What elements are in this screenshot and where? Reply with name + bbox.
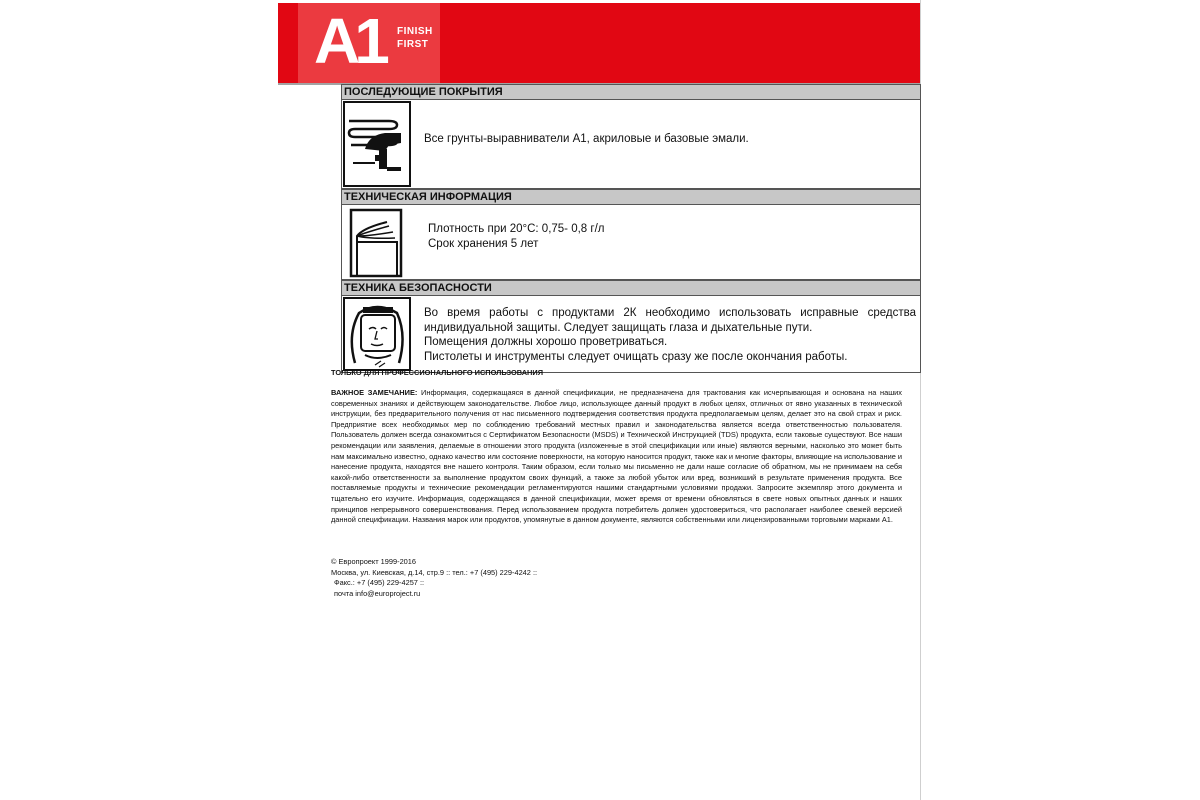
- address-line: Москва, ул. Киевская, д.14, стр.9 :: тел.: +7 (495) 229-4242 ::: [331, 567, 538, 577]
- face-shield-icon: [343, 297, 411, 371]
- notice-text: Информация, содержащаяся в данной спецификации, не предназначена для трактования как исчерпывающая и основана на наших современных знаниях и действующем законодательстве. Любое лицо, использующее данный продукт в любых целях, отличных от явно указанных в технической инструкции, без предварительного получения от нас письменного подтверждения соответствия продукта предполагаемым целям, делает это на свой страх и риск. Предприятие всех необходимых мер по соблюдению требований местных правил и законодательства является всегда ответственностью пользователя. Пользователь должен всегда ознакомиться с Сертификатом Безопасности (MSDS) и Технической Инструкцией (TDS) продукта, если таковые существуют. Все наши рекомендации или заявления, делаемые в отношении этого продукта (изложенные в этой спецификации или иные) являются верными, насколько это может быть нам максимально известно, однако качество или состояние поверхности, на которую наносится продукт, также как и многие факторы, влияющие на использование и нанесение продукта, находятся вне нашего контроля. Таким образом, если только мы письменно не дали наше согласие об обратном, мы не принимаем на себя какой-либо ответственности за выполнение продуктом своих функций, а также за любой убыток или вред, возникший в результате применения продукта. Все поставляемые продукты и технические рекомендации регламентируются нашими стандартными условиями продажи. Запросите экземпляр этого документа и тщательно его изучите. Информация, содержащаяся в данной спецификации, может время от времени обновляться в свете новых опытных данных и наших принципов непрерывного совершенствования. Перед использованием продукта потребитель должен удостовериться, что располагает наиболее свежей версией данной спецификации. Названия марок или продуктов, упомянутые в данном документе, являются собственными или лицензированными торговыми марками А1.: [331, 388, 902, 525]
- fax-line: Факс.: +7 (495) 229-4257 ::: [334, 578, 425, 588]
- section-tech-text: Плотность при 20°С: 0,75- 0,8 г/л Срок хранения 5 лет: [428, 223, 605, 250]
- copyright-line: © Европроект 1999-2016: [331, 557, 417, 566]
- notice-label: ВАЖНОЕ ЗАМЕЧАНИЕ:: [331, 388, 418, 397]
- email-line: почта info@europroject.ru: [334, 588, 421, 598]
- section-coatings: [341, 99, 921, 189]
- professional-use-heading: ТОЛЬКО ДЛЯ ПРОФЕССИОНАЛЬНОГО ИСПОЛЬЗОВАНИЯ: [331, 368, 544, 377]
- section-title-tech: ТЕХНИЧЕСКАЯ ИНФОРМАЦИЯ: [341, 189, 921, 204]
- logo-text: A1: [314, 5, 384, 77]
- section-coatings-text: Все грунты-выравниватели А1, акриловые и базовые эмали.: [424, 133, 749, 145]
- brand-header: [278, 3, 920, 85]
- logo-tagline: FINISH FIRST: [397, 26, 433, 50]
- section-title-coatings: ПОСЛЕДУЮЩИЕ ПОКРЫТИЯ: [341, 84, 921, 99]
- copyright-block: [331, 557, 902, 599]
- a1-logo: [298, 3, 440, 83]
- section-title-safety: ТЕХНИКА БЕЗОПАСНОСТИ: [341, 280, 921, 295]
- section-tech: [341, 204, 921, 280]
- section-safety-text: Во время работы с продуктами 2К необходимо использовать исправные средства индивидуальной защиты. Следует защищать глаза и дыхательные пути. Помещения должны хорошо проветриваться. Пистолеты и инструменты следует очищать сразу же после окончания работы.: [424, 307, 916, 363]
- spec-table: [341, 84, 921, 373]
- section-safety: [341, 295, 921, 373]
- important-notice: [331, 388, 902, 526]
- open-book-icon: [343, 206, 411, 278]
- spray-gun-icon: [343, 101, 411, 187]
